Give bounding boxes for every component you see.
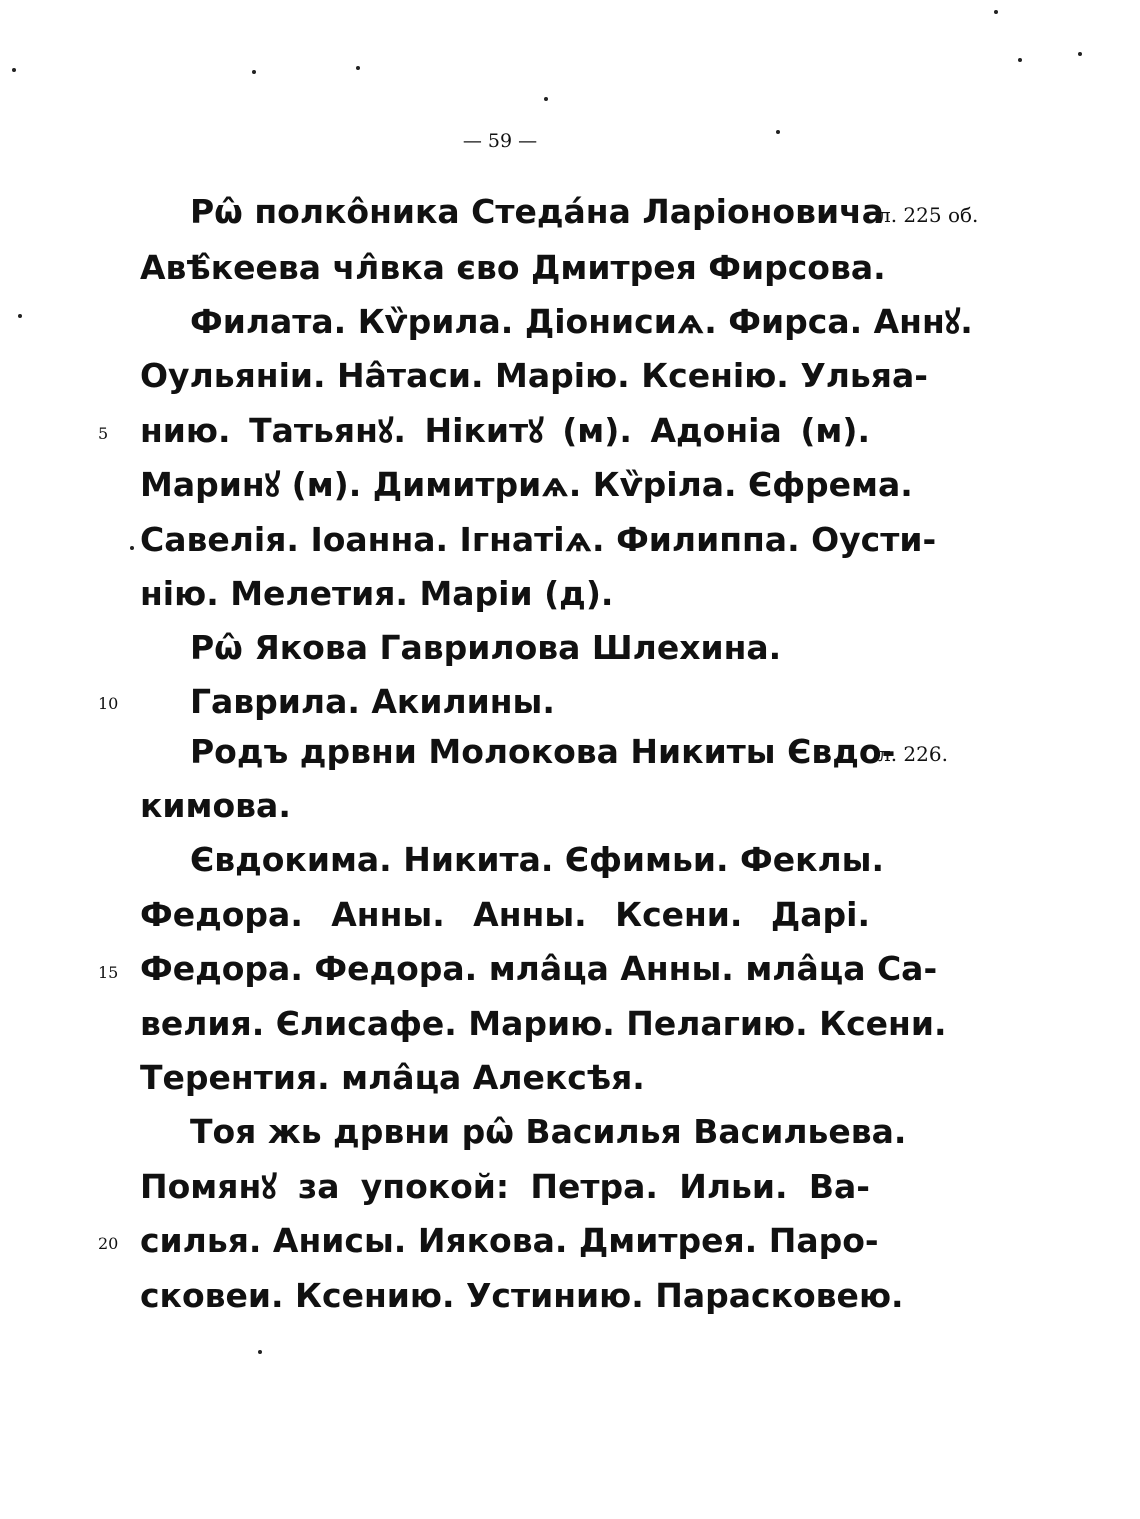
- text-line-11: Родъ дрвни Молокова Никиты Євдо-: [190, 732, 896, 771]
- scan-speck: [12, 68, 16, 72]
- scan-speck: [130, 546, 134, 550]
- text-line-14: Федора. Анны. Анны. Ксени. Дарі.: [140, 895, 870, 934]
- text-line-4: Оульяніи. На̂таси. Марію. Ксенію. Ульяа-: [140, 356, 928, 395]
- folio-note-225v: л. 225 об.: [878, 203, 979, 227]
- scan-speck: [356, 66, 360, 70]
- text-line-2: Авѣ̂кеева чл̂вка єво Дмитрея Фирсова.: [140, 248, 886, 287]
- text-line-7: Савелія. Іоанна. Ігнатіѧ. Филиппа. Оусти-: [140, 520, 937, 559]
- scan-speck: [994, 10, 998, 14]
- text-line-10: Гаврила. Акилины.: [190, 682, 555, 721]
- scan-speck: [252, 70, 256, 74]
- line-number-20: 20: [98, 1234, 119, 1253]
- page-number: — 59 —: [462, 130, 538, 152]
- text-line-21: сковеи. Ксению. Устинию. Парасковею.: [140, 1276, 904, 1315]
- scan-speck: [1018, 58, 1022, 62]
- text-line-20: силья. Анисы. Иякова. Дмитрея. Паро-: [140, 1221, 879, 1260]
- text-line-18: Тоя жь дрвни рѡ̂ Василья Васильева.: [190, 1112, 907, 1151]
- scan-speck: [1078, 52, 1082, 56]
- text-line-3: Филата. Кѷрила. Діонисиѧ. Фирса. Аннꙋ.: [190, 302, 973, 341]
- line-number-10: 10: [98, 694, 119, 713]
- text-line-19: Помянꙋ за упокой: Петра. Ильи. Ва-: [140, 1167, 870, 1206]
- text-line-5: нию. Татьянꙋ. Нікитꙋ (м). Адоніа (м).: [140, 411, 870, 450]
- text-line-1: Рѡ̂ полко̂ника Стедáна Ларіоновича: [190, 192, 885, 231]
- folio-note-226: л. 226.: [878, 742, 948, 766]
- scan-speck: [258, 1350, 262, 1354]
- line-number-15: 15: [98, 963, 119, 982]
- text-line-13: Євдокима. Никита. Єфимьи. Феклы.: [190, 840, 885, 879]
- line-number-5: 5: [98, 424, 109, 443]
- text-line-12: кимова.: [140, 786, 291, 825]
- scan-speck: [18, 314, 22, 318]
- text-line-16: велия. Єлисафе. Марию. Пелагию. Ксени.: [140, 1004, 947, 1043]
- scan-speck: [776, 130, 780, 134]
- scan-speck: [544, 97, 548, 101]
- text-line-17: Терентия. мла̂ца Алексѣя.: [140, 1058, 645, 1097]
- text-line-15: Федора. Федора. мла̂ца Анны. мла̂ца Са-: [140, 949, 938, 988]
- text-line-9: Рѡ̂ Якова Гаврилова Шлехина.: [190, 628, 782, 667]
- text-line-8: нію. Мелетия. Маріи (д).: [140, 574, 614, 613]
- text-line-6: Маринꙋ (м). Димитриѧ. Кѷріла. Єфрема.: [140, 465, 913, 504]
